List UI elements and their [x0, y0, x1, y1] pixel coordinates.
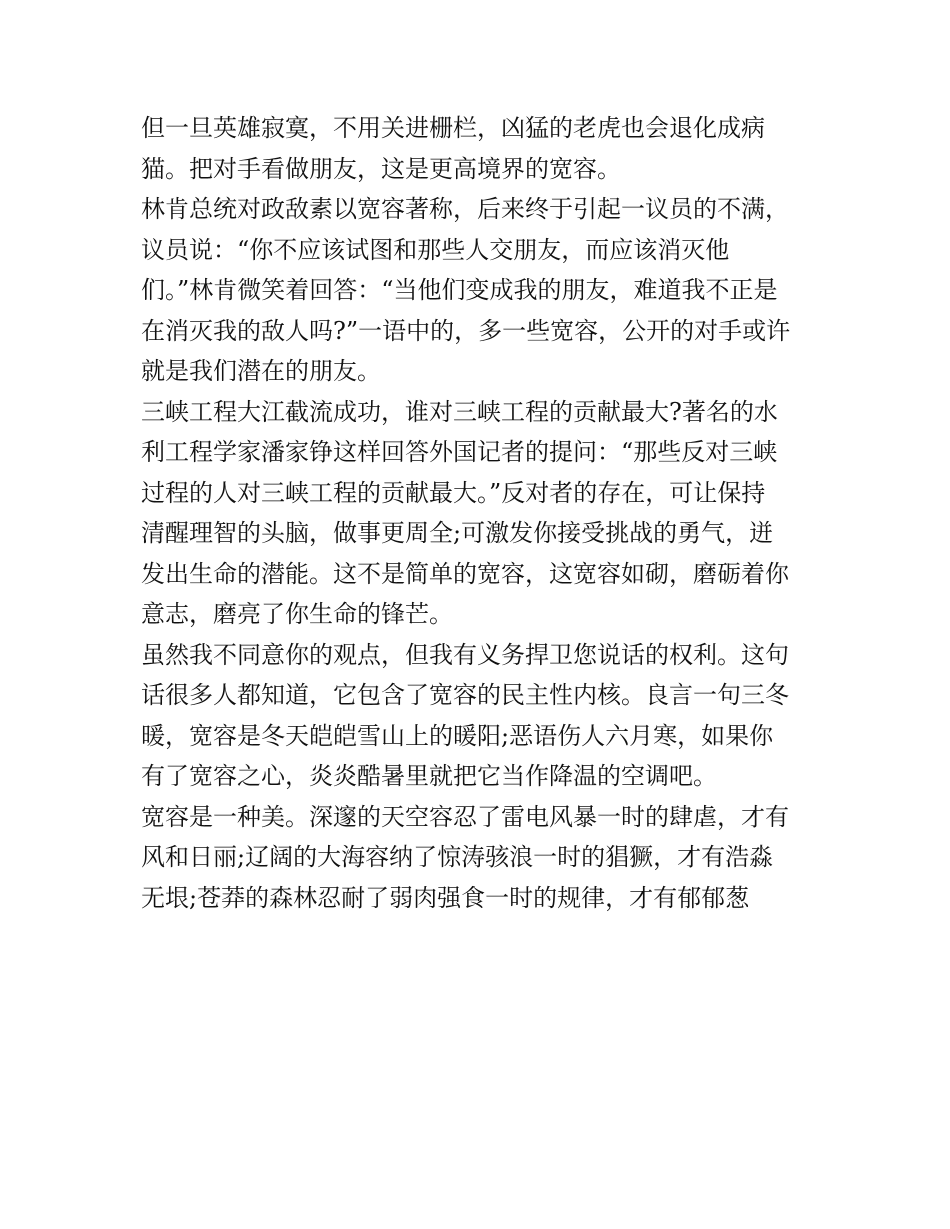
text-line: 但一旦英雄寂寞，不用关进栅栏，凶猛的老虎也会退化成病 — [141, 114, 765, 142]
text-line: 意志，磨亮了你生命的锋芒。 — [141, 600, 453, 628]
text-line: 议员说：“你不应该试图和那些人交朋友，而应该消灭他 — [141, 235, 730, 264]
text-line: 发出生命的潜能。这不是简单的宽容，这宽容如砌，磨砺着你 — [141, 559, 789, 588]
text-line: 暖，宽容是冬天皑皑雪山上的暖阳;恶语伤人六月寒，如果你 — [141, 721, 774, 750]
text-line: 三峡工程大江截流成功，谁对三峡工程的贡献最大?著名的水 — [141, 397, 778, 426]
text-line: 猫。把对手看做朋友，这是更高境界的宽容。 — [141, 154, 621, 183]
text-line: 利工程学家潘家铮这样回答外国记者的提问：“那些反对三峡 — [141, 438, 778, 466]
body-text — [141, 108, 831, 918]
text-line: 宽容是一种美。深邃的天空容忍了雷电风暴一时的肆虐，才有 — [141, 802, 789, 831]
text-line: 有了宽容之心，炎炎酷暑里就把它当作降温的空调吧。 — [141, 762, 717, 790]
text-line: 虽然我不同意你的观点，但我有义务捍卫您说话的权利。这句 — [141, 640, 789, 669]
text-line: 在消灭我的敌人吗?”一语中的，多一些宽容，公开的对手或许 — [141, 316, 791, 345]
text-line: 无垠;苍莽的森林忍耐了弱肉强食一时的规律，才有郁郁葱 — [141, 883, 750, 912]
text-line: 风和日丽;辽阔的大海容纳了惊涛骇浪一时的猖獗，才有浩淼 — [141, 843, 774, 871]
text-line: 话很多人都知道，它包含了宽容的民主性内核。良言一句三冬 — [141, 681, 789, 709]
text-line: 清醒理智的头脑，做事更周全;可激发你接受挑战的勇气，迸 — [141, 519, 774, 547]
text-line: 就是我们潜在的朋友。 — [141, 357, 381, 385]
text-line: 们。”林肯微笑着回答：“当他们变成我的朋友，难道我不正是 — [141, 276, 778, 304]
text-line: 林肯总统对政敌素以宽容著称，后来终于引起一议员的不满， — [141, 195, 789, 223]
text-line: 过程的人对三峡工程的贡献最大。”反对者的存在，可让保持 — [141, 478, 766, 507]
